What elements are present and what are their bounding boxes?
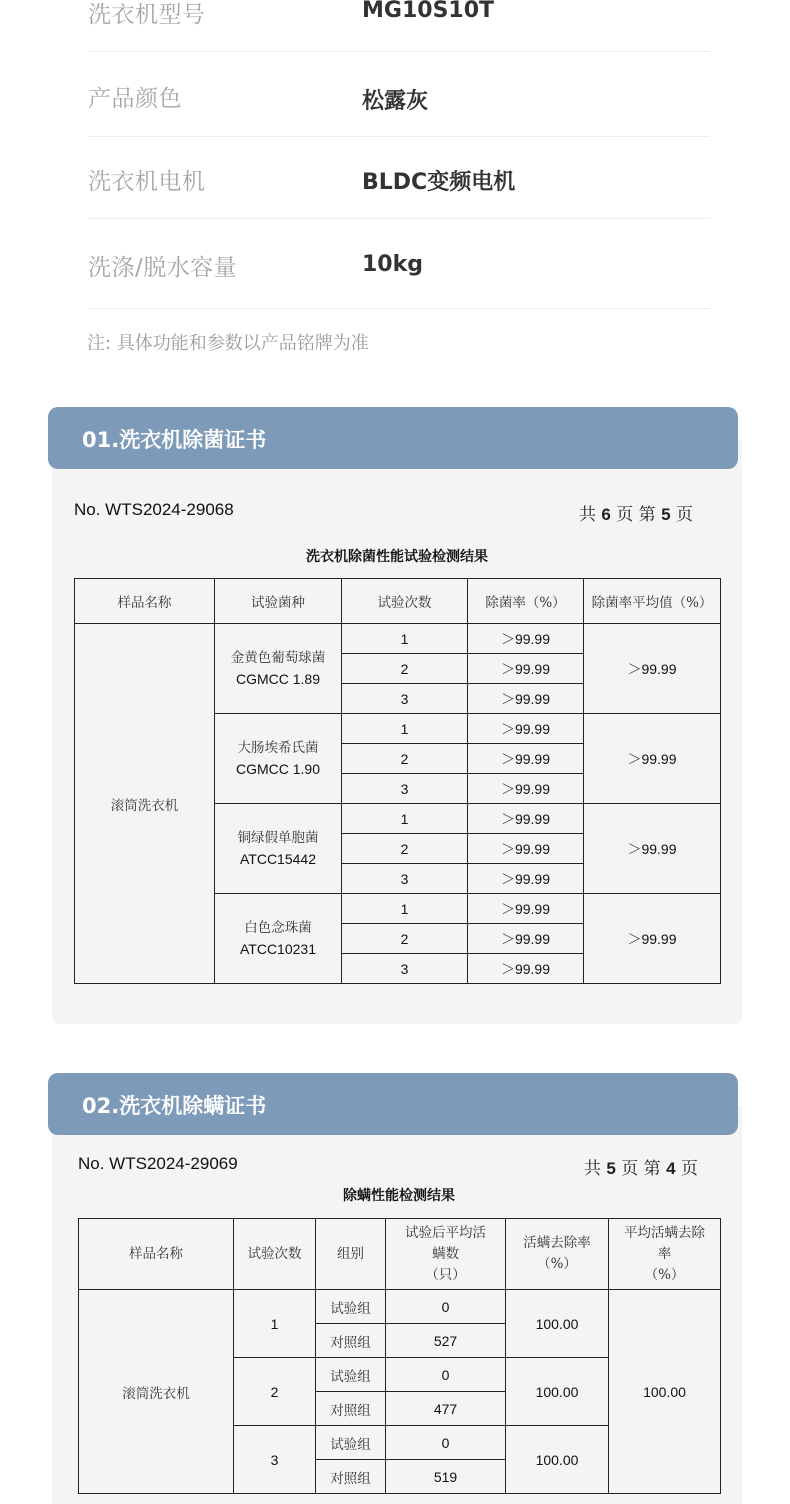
avg-rate-cell: ＞99.99 xyxy=(584,804,721,894)
rate-cell: ＞99.99 xyxy=(468,774,584,804)
trial-cell: 1 xyxy=(342,714,468,744)
trial-cell: 3 xyxy=(342,774,468,804)
page-current: 4 xyxy=(666,1159,676,1178)
header-line: （%） xyxy=(644,1266,685,1283)
column-header: 样品名称 xyxy=(75,579,215,624)
table-title: 除螨性能检测结果 xyxy=(343,1188,455,1204)
header-line: 活螨去除率 xyxy=(523,1235,591,1251)
header-line: 试验后平均活 xyxy=(405,1224,486,1241)
spec-value: MG10S10T xyxy=(362,0,495,23)
spec-value: 松露灰 xyxy=(362,89,429,114)
section-header-mite-removal xyxy=(48,1073,738,1135)
group-cell: 试验组 xyxy=(316,1426,386,1460)
table-row xyxy=(75,624,721,654)
strain-cell xyxy=(215,714,342,804)
rate-cell: ＞99.99 xyxy=(468,894,584,924)
trial-cell: 1 xyxy=(342,894,468,924)
rate-cell: ＞99.99 xyxy=(468,804,584,834)
section-header-sterilization xyxy=(48,407,738,469)
rate-cell: ＞99.99 xyxy=(468,654,584,684)
column-header: 试验次数 xyxy=(342,579,468,624)
page-total: 5 xyxy=(606,1159,616,1178)
count-cell: 527 xyxy=(386,1324,506,1358)
rate-cell: 100.00 xyxy=(506,1358,609,1426)
sample-name-cell: 滚筒洗衣机 xyxy=(75,624,215,984)
group-cell: 对照组 xyxy=(316,1392,386,1426)
rate-cell: 100.00 xyxy=(506,1426,609,1494)
count-cell: 477 xyxy=(386,1392,506,1426)
spec-value: BLDC变频电机 xyxy=(362,170,516,195)
sample-name-cell: 滚筒洗衣机 xyxy=(79,1290,234,1494)
section-title: 02.洗衣机除螨证书 xyxy=(82,1094,267,1118)
spec-label: 洗衣机型号 xyxy=(88,2,206,28)
column-header: 试验菌种 xyxy=(215,579,342,624)
page-total: 6 xyxy=(601,505,611,524)
column-header xyxy=(386,1219,506,1290)
strain-name: 金黄色葡萄球菌 xyxy=(230,650,326,666)
page-info xyxy=(579,500,693,525)
strain-code: ATCC15442 xyxy=(239,851,316,867)
rate-cell: ＞99.99 xyxy=(468,924,584,954)
column-header xyxy=(609,1219,721,1290)
trial-cell: 2 xyxy=(342,834,468,864)
strain-name: 大肠埃希氏菌 xyxy=(237,740,319,756)
spec-row-motor xyxy=(88,137,710,219)
rate-cell: ＞99.99 xyxy=(468,834,584,864)
trial-cell: 1 xyxy=(342,624,468,654)
page-current: 5 xyxy=(661,505,671,524)
rate-cell: ＞99.99 xyxy=(468,714,584,744)
column-header: 组别 xyxy=(316,1219,386,1290)
table-header-row xyxy=(79,1219,721,1290)
spec-row-capacity xyxy=(88,219,710,309)
spec-label: 产品颜色 xyxy=(88,86,182,112)
certificate-number: No. WTS2024-29068 xyxy=(74,500,234,519)
header-line: （只） xyxy=(425,1266,466,1283)
spec-row-model xyxy=(88,0,710,52)
column-header xyxy=(506,1219,609,1290)
column-header: 试验次数 xyxy=(234,1219,316,1290)
trial-cell: 3 xyxy=(342,684,468,714)
certificate-number: No. WTS2024-29069 xyxy=(78,1154,238,1173)
strain-code: CGMCC 1.89 xyxy=(235,671,321,687)
group-cell: 试验组 xyxy=(316,1290,386,1324)
group-cell: 试验组 xyxy=(316,1358,386,1392)
strain-cell xyxy=(215,894,342,984)
header-line: （%） xyxy=(537,1256,577,1272)
strain-cell xyxy=(215,804,342,894)
column-header: 除菌率（%） xyxy=(468,579,584,624)
page-mid: 页 第 xyxy=(616,505,656,525)
section-title: 01.洗衣机除菌证书 xyxy=(82,428,267,452)
trial-cell: 3 xyxy=(234,1426,316,1494)
rate-cell: ＞99.99 xyxy=(468,624,584,654)
rate-cell: ＞99.99 xyxy=(468,684,584,714)
trial-cell: 2 xyxy=(342,654,468,684)
count-cell: 0 xyxy=(386,1426,506,1460)
rate-cell: ＞99.99 xyxy=(468,954,584,984)
avg-rate-cell: ＞99.99 xyxy=(584,894,721,984)
table-header-row xyxy=(75,579,721,624)
trial-cell: 3 xyxy=(342,954,468,984)
count-cell: 0 xyxy=(386,1358,506,1392)
header-line: 平均活螨去除 xyxy=(624,1224,705,1241)
trial-cell: 1 xyxy=(342,804,468,834)
header-line: 螨数 xyxy=(432,1245,459,1262)
page-prefix: 共 xyxy=(579,505,596,525)
strain-code: CGMCC 1.90 xyxy=(235,761,321,777)
column-header: 样品名称 xyxy=(79,1219,234,1290)
trial-cell: 3 xyxy=(342,864,468,894)
spec-row-color xyxy=(88,52,710,137)
rate-cell: ＞99.99 xyxy=(468,744,584,774)
spec-label: 洗涤/脱水容量 xyxy=(88,255,238,281)
group-cell: 对照组 xyxy=(316,1324,386,1358)
trial-cell: 2 xyxy=(342,924,468,954)
column-header: 除菌率平均值（%） xyxy=(584,579,721,624)
page-suffix: 页 xyxy=(680,1159,698,1179)
avg-rate-cell: ＞99.99 xyxy=(584,624,721,714)
count-cell: 519 xyxy=(386,1460,506,1494)
table-row xyxy=(79,1290,721,1324)
page-info xyxy=(584,1154,698,1179)
spec-note: 注: 具体功能和参数以产品铭牌为准 xyxy=(87,333,369,354)
spec-value: 10kg xyxy=(362,252,423,277)
avg-rate-cell: ＞99.99 xyxy=(584,714,721,804)
trial-cell: 1 xyxy=(234,1290,316,1358)
mite-removal-results-table xyxy=(78,1218,721,1494)
trial-cell: 2 xyxy=(234,1358,316,1426)
page-prefix: 共 xyxy=(584,1159,601,1179)
sterilization-results-table xyxy=(74,578,721,984)
rate-cell: 100.00 xyxy=(506,1290,609,1358)
trial-cell: 2 xyxy=(342,744,468,774)
strain-code: ATCC10231 xyxy=(239,941,316,957)
rate-cell: ＞99.99 xyxy=(468,864,584,894)
avg-rate-cell: 100.00 xyxy=(609,1290,721,1494)
page-mid: 页 第 xyxy=(621,1159,661,1179)
page-suffix: 页 xyxy=(675,505,693,525)
strain-name: 铜绿假单胞菌 xyxy=(237,830,319,846)
count-cell: 0 xyxy=(386,1290,506,1324)
header-line: 率 xyxy=(657,1245,672,1262)
spec-label: 洗衣机电机 xyxy=(88,169,206,195)
strain-cell xyxy=(215,624,342,714)
group-cell: 对照组 xyxy=(316,1460,386,1494)
table-title: 洗衣机除菌性能试验检测结果 xyxy=(306,549,488,565)
strain-name: 白色念珠菌 xyxy=(244,920,312,936)
